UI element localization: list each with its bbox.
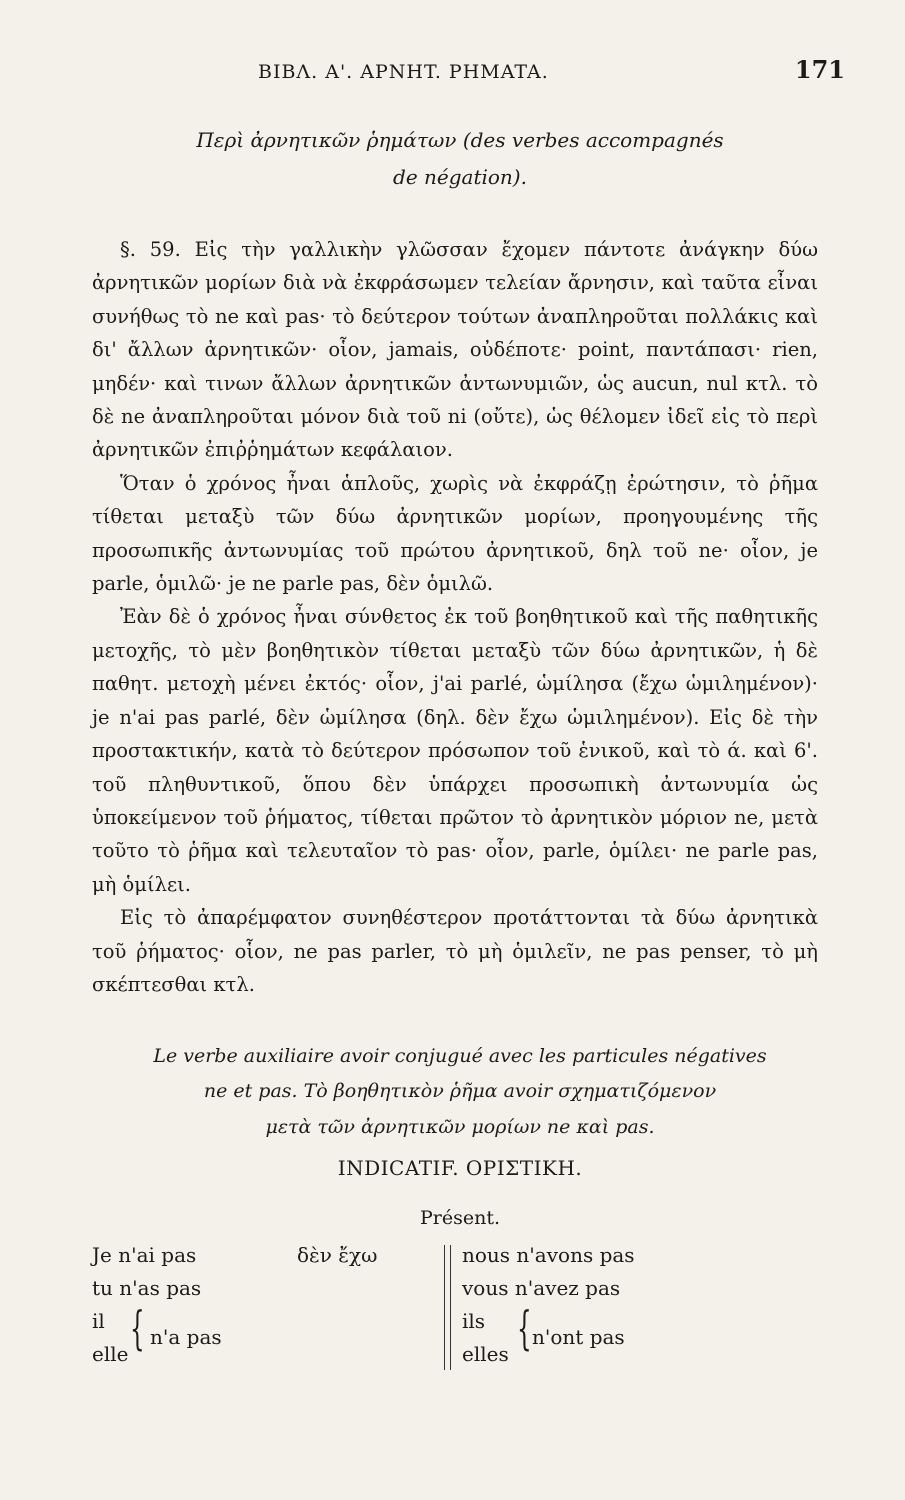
singular-row-2: tu n'as pas xyxy=(92,1276,202,1300)
paragraph: Ὅταν ὁ χρόνος ἦναι ἁπλοῦς, χωρὶς νὰ ἐκφράζῃ ἐρώτησιν, τὸ ῥῆμα τίθεται μεταξὺ τῶν δύω ἀρνητικῶν μορίων, προηγουμένης τῆς προσωπικῆς ἀντωνυμίας τοῦ πρώτου ἀρνητικοῦ, δηλ τοῦ ne· οἷον, je parle, ὁμιλῶ· je ne parle pas, δὲν ὁμιλῶ. xyxy=(92,471,818,596)
subheading-line-1: Le verbe auxiliaire avoir conjugué avec les particules négatives xyxy=(153,1045,767,1067)
brace-icon: { xyxy=(130,1301,145,1355)
running-head: BIBΛ. A'. APNHT. PHMATA. xyxy=(258,61,549,83)
paragraph: §. 59. Εἰς τὴν γαλλικὴν γλῶσσαν ἔχομεν πάντοτε ἀνάγκην δύω ἀρνητικῶν μορίων διὰ νὰ ἐκφράσωμεν τελείαν ἄρνησιν, καὶ ταῦτα εἶναι συνήθως τὸ ne καὶ pas· τὸ δεύτερον τούτων ἀναπληροῦται πολλάκις καὶ δι' ἄλλων ἀρνητικῶν· οἷον, jamais, οὐδέποτε· point, παντάπασι· rien, μηδέν· καὶ τινων ἄλλων ἀρνητικῶν ἀντωνυμιῶν, ὡς aucun, nul κτλ. τὸ δὲ ne ἀναπληροῦται μόνον διὰ τοῦ ni (οὔτε), ὡς θέλομεν ἰδεῖ εἰς τὸ περὶ ἀρνητικῶν ἐπιῤῥημάτων κεφάλαιον. xyxy=(92,238,818,462)
singular-pronoun-elle: elle xyxy=(92,1342,129,1366)
plural-row-2: vous n'avez pas xyxy=(462,1276,621,1300)
subheading-line-3: μετὰ τῶν ἀρνητικῶν μορίων ne καὶ pas. xyxy=(265,1116,655,1138)
plural-pronoun-elles: elles xyxy=(462,1342,509,1366)
section-title-line-2: de négation). xyxy=(393,165,527,189)
plural-pronoun-ils: ils xyxy=(462,1309,486,1333)
paragraph: Ἐὰν δὲ ὁ χρόνος ἦναι σύνθετος ἐκ τοῦ βοηθητικοῦ καὶ τῆς παθητικῆς μετοχῆς, τὸ μὲν βοηθητικὸν τίθεται μεταξὺ τῶν δύω ἀρνητικῶν, ἡ δὲ παθητ. μετοχὴ μένει ἐκτός· οἷον, j'ai parlé, ὡμίλησα (ἔχω ὡμιλημένον)· je n'ai pas parlé, δὲν ὡμίλησα (δηλ. δὲν ἔχω ὡμιλημένον). Εἰς δὲ τὴν προστακτικήν, κατὰ τὸ δεύτερον πρόσωπον τοῦ ἑνικοῦ, καὶ τὸ ά. καὶ 6'. τοῦ πληθυντικοῦ, ὅπου δὲν ὑπάρχει προσωπικὴ ἀντωνυμία ὡς ὑποκείμενον τοῦ ῥήματος, τίθεται πρῶτον τὸ ἀρνητικὸν μόριον ne, μετὰ τοῦτο τὸ ῥῆμα καὶ τελευταῖον τὸ pas· οἷον, parle, ὁμίλει· ne parle pas, μὴ ὁμίλει. xyxy=(92,605,818,896)
plural-row-1: nous n'avons pas xyxy=(462,1243,635,1267)
singular-pronoun-il: il xyxy=(92,1309,105,1333)
subheading-line-2: ne et pas. Τὸ βοηθητικὸν ῥῆμα avoir σχηματιζόμενον xyxy=(203,1080,717,1102)
singular-il-elle-form: n'a pas xyxy=(150,1325,222,1349)
singular-row-1: Je n'ai pas xyxy=(92,1243,197,1267)
page-number: 171 xyxy=(794,55,845,84)
column-divider xyxy=(444,1245,451,1370)
body-text xyxy=(92,233,818,1001)
tense-heading: Présent. xyxy=(419,1207,501,1229)
plural-ils-elles-form: n'ont pas xyxy=(532,1325,625,1349)
mood-heading: INDICATIF. OPIΣTIKH. xyxy=(337,1156,583,1180)
section-title-line-1: Περὶ ἀρνητικῶν ῥημάτων (des verbes accompagnés xyxy=(196,128,724,152)
singular-row-1-greek: δὲν ἔχω xyxy=(297,1243,378,1267)
paragraph: Εἰς τὸ ἀπαρέμφατον συνηθέστερον προτάττονται τὰ δύω ἀρνητικὰ τοῦ ῥήματος· οἷον, ne pas parler, τὸ μὴ ὁμιλεῖν, ne pas penser, τὸ μὴ σκέπτεσθαι κτλ. xyxy=(92,906,818,996)
conjugation-table xyxy=(92,1243,818,1373)
brace-icon: { xyxy=(517,1301,532,1355)
page-header xyxy=(90,55,845,95)
